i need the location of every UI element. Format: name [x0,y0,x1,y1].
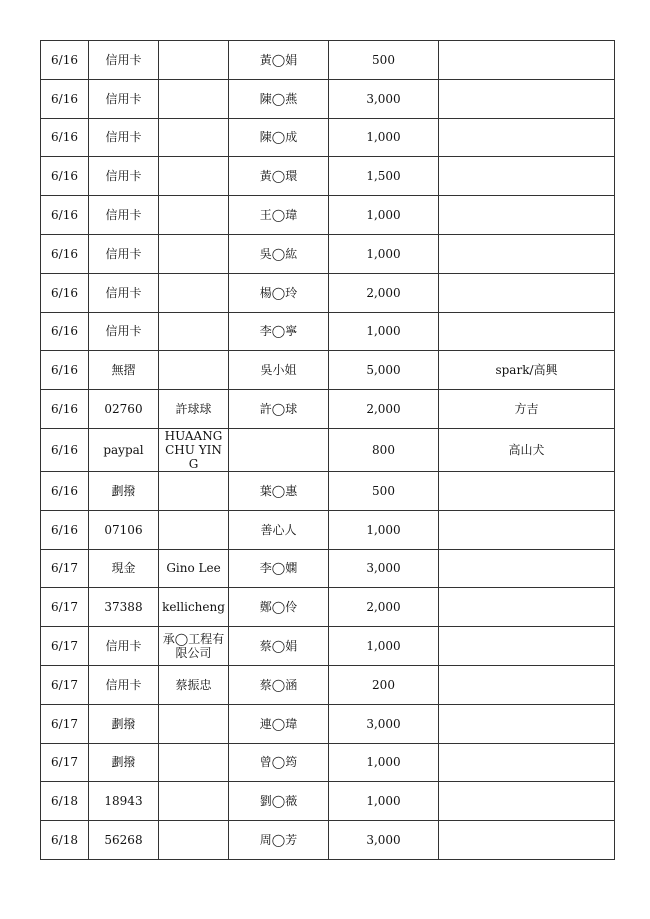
amount-cell-text: 800 [372,442,395,457]
method-cell-text: 信用卡 [105,246,142,261]
date-cell [41,79,89,118]
amount-cell [329,471,439,510]
account-cell [159,157,229,196]
amount-cell-text: 200 [372,677,395,692]
donor-name-cell [229,743,329,782]
amount-cell-text: 1,000 [366,639,401,654]
donor-name-cell [229,428,329,471]
note-cell-text: 高山犬 [508,442,545,457]
amount-cell [329,118,439,157]
method-cell-text: 02760 [104,402,143,417]
date-cell-text: 6/16 [51,91,78,106]
method-cell-text: 信用卡 [105,91,142,106]
method-cell [89,351,159,390]
donor-name-cell-text: 黃◯環 [259,169,298,184]
amount-cell-text: 3,000 [366,716,401,731]
donor-name-cell [229,312,329,351]
table-row [41,743,615,782]
note-cell [439,549,615,588]
amount-cell [329,782,439,821]
date-cell [41,743,89,782]
date-cell-text: 6/16 [51,285,78,300]
table-row [41,549,615,588]
amount-cell [329,428,439,471]
method-cell [89,79,159,118]
account-cell [159,549,229,588]
date-cell [41,428,89,471]
account-cell [159,41,229,80]
method-cell-text: 信用卡 [105,677,142,692]
method-cell [89,390,159,429]
date-cell-text: 6/16 [51,402,78,417]
method-cell [89,627,159,666]
method-cell [89,549,159,588]
method-cell-text: 信用卡 [105,324,142,339]
amount-cell [329,821,439,860]
table-row [41,428,615,471]
account-cell [159,312,229,351]
date-cell [41,782,89,821]
donor-name-cell-text: 陳◯燕 [259,91,298,106]
donor-name-cell-text: 楊◯玲 [259,285,298,300]
account-cell [159,234,229,273]
donor-name-cell [229,510,329,549]
amount-cell-text: 1,500 [366,169,401,184]
donor-name-cell-text: 善心人 [260,522,297,537]
date-cell-text: 6/18 [51,833,78,848]
table-row [41,273,615,312]
account-cell [159,743,229,782]
donation-table-body [41,41,615,860]
table-row [41,471,615,510]
amount-cell [329,196,439,235]
date-cell [41,390,89,429]
date-cell-text: 6/16 [51,363,78,378]
method-cell-text: 劃撥 [111,716,136,731]
table-row [41,390,615,429]
note-cell [439,471,615,510]
donor-name-cell-text: 李◯嫻 [259,561,298,576]
method-cell [89,312,159,351]
account-cell-text: kellicheng [162,600,225,615]
amount-cell-text: 500 [372,52,395,67]
amount-cell-text: 1,000 [366,522,401,537]
method-cell-text: 信用卡 [105,285,142,300]
donor-name-cell-text: 劉◯薇 [259,794,298,809]
method-cell [89,428,159,471]
note-cell [439,428,615,471]
donor-name-cell-text: 黃◯娟 [259,52,298,67]
amount-cell [329,390,439,429]
account-cell-text: 蔡振忠 [175,677,212,692]
method-cell-text: paypal [103,442,144,457]
amount-cell-text: 2,000 [366,285,401,300]
method-cell [89,821,159,860]
method-cell-text: 37388 [104,600,143,615]
amount-cell [329,273,439,312]
amount-cell [329,312,439,351]
amount-cell-text: 1,000 [366,324,401,339]
table-row [41,79,615,118]
note-cell-text: spark/高興 [495,363,558,378]
date-cell [41,821,89,860]
note-cell [439,118,615,157]
method-cell-text: 信用卡 [105,208,142,223]
method-cell [89,510,159,549]
account-cell [159,196,229,235]
amount-cell-text: 3,000 [366,561,401,576]
amount-cell [329,704,439,743]
donor-name-cell [229,588,329,627]
method-cell-text: 18943 [104,794,143,809]
amount-cell [329,665,439,704]
method-cell-text: 信用卡 [105,639,142,654]
donor-name-cell-text: 吳◯紘 [259,246,298,261]
note-cell [439,665,615,704]
table-row [41,627,615,666]
account-cell [159,273,229,312]
account-cell [159,704,229,743]
account-cell-text: 許球球 [175,402,212,417]
donor-name-cell [229,157,329,196]
donor-name-cell [229,549,329,588]
table-row [41,510,615,549]
account-cell-text: 承◯工程有限公司 [162,632,225,661]
account-cell [159,821,229,860]
amount-cell [329,510,439,549]
donor-name-cell [229,782,329,821]
donor-name-cell-text: 蔡◯娟 [259,639,298,654]
note-cell [439,704,615,743]
amount-cell [329,157,439,196]
account-cell [159,79,229,118]
amount-cell [329,743,439,782]
method-cell [89,704,159,743]
method-cell [89,665,159,704]
account-cell [159,588,229,627]
amount-cell-text: 1,000 [366,130,401,145]
date-cell [41,351,89,390]
donation-table [40,40,615,860]
date-cell-text: 6/17 [51,639,78,654]
table-row [41,196,615,235]
note-cell [439,351,615,390]
method-cell-text: 信用卡 [105,130,142,145]
method-cell [89,41,159,80]
method-cell [89,471,159,510]
table-row [41,588,615,627]
amount-cell-text: 2,000 [366,600,401,615]
amount-cell-text: 2,000 [366,402,401,417]
donor-name-cell [229,351,329,390]
donor-name-cell-text: 連◯瑋 [259,716,298,731]
table-row [41,234,615,273]
method-cell-text: 劃撥 [111,755,136,770]
table-row [41,157,615,196]
date-cell-text: 6/16 [51,169,78,184]
note-cell [439,41,615,80]
amount-cell-text: 5,000 [366,363,401,378]
date-cell [41,510,89,549]
date-cell [41,665,89,704]
date-cell [41,196,89,235]
date-cell-text: 6/16 [51,483,78,498]
date-cell-text: 6/16 [51,522,78,537]
date-cell-text: 6/17 [51,600,78,615]
account-cell [159,510,229,549]
donor-name-cell [229,704,329,743]
note-cell [439,510,615,549]
date-cell [41,41,89,80]
date-cell-text: 6/16 [51,52,78,67]
donor-name-cell-text: 周◯芳 [259,833,298,848]
amount-cell-text: 1,000 [366,755,401,770]
donor-name-cell [229,234,329,273]
date-cell [41,627,89,666]
table-row [41,704,615,743]
note-cell [439,234,615,273]
method-cell-text: 信用卡 [105,52,142,67]
amount-cell [329,351,439,390]
table-row [41,118,615,157]
method-cell-text: 07106 [104,522,143,537]
account-cell [159,665,229,704]
donor-name-cell [229,118,329,157]
amount-cell-text: 500 [372,483,395,498]
method-cell-text: 劃撥 [111,483,136,498]
note-cell-text: 方吉 [514,402,539,417]
donor-name-cell [229,79,329,118]
date-cell-text: 6/16 [51,324,78,339]
date-cell [41,588,89,627]
method-cell [89,118,159,157]
table-row [41,351,615,390]
table-row [41,41,615,80]
amount-cell-text: 3,000 [366,91,401,106]
donor-name-cell-text: 鄭◯伶 [259,600,298,615]
donor-name-cell [229,627,329,666]
amount-cell-text: 1,000 [366,794,401,809]
account-cell [159,782,229,821]
date-cell [41,234,89,273]
method-cell-text: 無摺 [111,363,136,378]
amount-cell [329,627,439,666]
method-cell-text: 信用卡 [105,169,142,184]
donor-name-cell-text: 陳◯成 [259,130,298,145]
method-cell [89,196,159,235]
date-cell [41,549,89,588]
amount-cell [329,588,439,627]
method-cell [89,743,159,782]
method-cell [89,588,159,627]
account-cell [159,627,229,666]
donor-name-cell-text: 王◯瑋 [259,208,298,223]
donor-name-cell-text: 蔡◯涵 [259,677,298,692]
table-row [41,782,615,821]
account-cell [159,351,229,390]
donor-name-cell [229,273,329,312]
donor-name-cell [229,665,329,704]
note-cell [439,782,615,821]
donor-name-cell [229,390,329,429]
donor-name-cell [229,196,329,235]
note-cell [439,627,615,666]
account-cell [159,428,229,471]
method-cell-text: 現金 [111,561,136,576]
date-cell-text: 6/18 [51,794,78,809]
donor-name-cell-text: 李◯寧 [259,324,298,339]
table-row [41,821,615,860]
donor-name-cell [229,821,329,860]
date-cell-text: 6/17 [51,561,78,576]
amount-cell-text: 3,000 [366,833,401,848]
date-cell-text: 6/16 [51,130,78,145]
amount-cell [329,41,439,80]
date-cell-text: 6/17 [51,755,78,770]
note-cell [439,743,615,782]
donor-name-cell [229,41,329,80]
account-cell-text: Gino Lee [166,561,221,576]
note-cell [439,273,615,312]
date-cell-text: 6/16 [51,246,78,261]
note-cell [439,312,615,351]
donor-name-cell-text: 葉◯惠 [259,483,298,498]
note-cell [439,588,615,627]
date-cell [41,471,89,510]
donor-name-cell-text: 許◯球 [259,402,298,417]
note-cell [439,196,615,235]
amount-cell-text: 1,000 [366,208,401,223]
table-row [41,665,615,704]
date-cell-text: 6/17 [51,677,78,692]
date-cell [41,312,89,351]
method-cell [89,157,159,196]
amount-cell [329,549,439,588]
note-cell [439,157,615,196]
account-cell [159,471,229,510]
method-cell [89,234,159,273]
date-cell [41,157,89,196]
date-cell [41,273,89,312]
amount-cell-text: 1,000 [366,246,401,261]
donor-name-cell [229,471,329,510]
account-cell [159,118,229,157]
amount-cell [329,234,439,273]
account-cell [159,390,229,429]
account-cell-text: HUAANG CHU YING [164,428,223,471]
note-cell [439,821,615,860]
donor-name-cell-text: 曾◯筠 [259,755,298,770]
note-cell [439,390,615,429]
method-cell-text: 56268 [104,833,143,848]
table-row [41,312,615,351]
date-cell-text: 6/17 [51,716,78,731]
method-cell [89,273,159,312]
date-cell [41,704,89,743]
method-cell [89,782,159,821]
date-cell-text: 6/16 [51,208,78,223]
note-cell [439,79,615,118]
donor-name-cell-text: 吳小姐 [260,363,297,378]
date-cell-text: 6/16 [51,442,78,457]
date-cell [41,118,89,157]
amount-cell [329,79,439,118]
